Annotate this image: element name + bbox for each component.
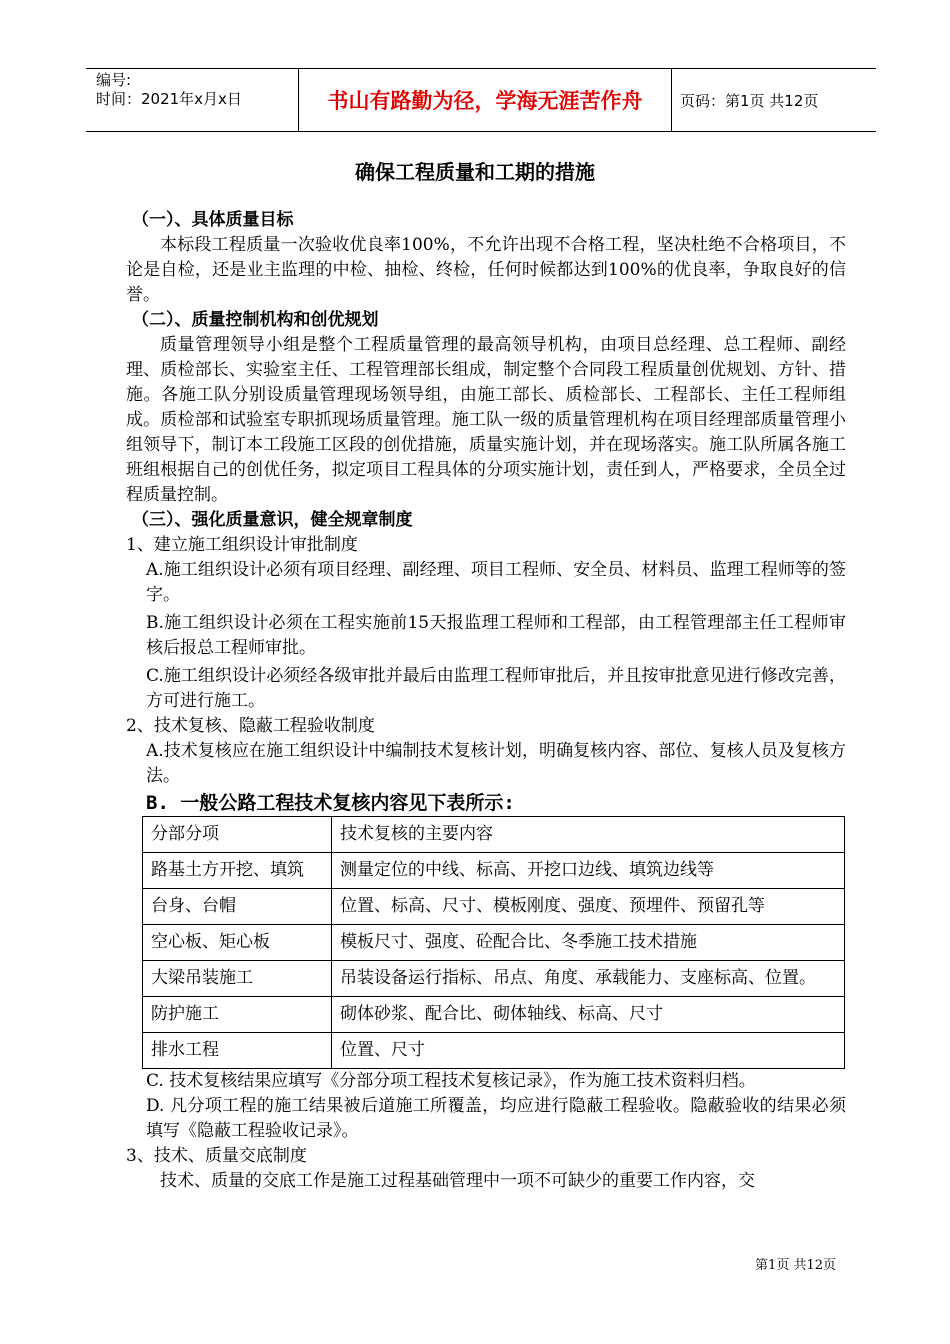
section-paragraph-1: 本标段工程质量一次验收优良率100%，不允许出现不合格工程，坚决杜绝不合格项目，不论是自检，还是业主监理的中检、抽检、终检，任何时候都达到100%的优良率，争取良好的信誉。 [126,235,846,305]
table-cell: 位置、标高、尺寸、模板刚度、强度、预埋件、预留孔等 [332,889,845,925]
item-1-a: A.施工组织设计必须有项目经理、副经理、项目工程师、安全员、材料员、监理工程师等的签字。 [146,560,846,605]
item-2-title: 2、技术复核、隐蔽工程验收制度 [126,716,375,736]
table-cell: 大梁吊装施工 [143,961,332,997]
document-body [126,208,846,1194]
document-time-label: 时间：2021年x月x日 [96,90,242,108]
table-row [143,1033,845,1069]
table-row [143,889,845,925]
section-paragraph-2: 质量管理领导小组是整个工程质量管理的最高领导机构，由项目总经理、总工程师、副经理、质检部长、实验室主任、工程管理部长组成，制定整个合同段工程质量创优规划、方针、措施。各施工队分别设质量管理现场领导组，由施工部长、质检部长、工程部长、主任工程师组成。质检部和试验室专职抓现场质量管理。施工队一级的质量管理机构在项目经理部质量管理小组领导下，制订本工段施工区段的创优措施，质量实施计划，并在现场落实。施工队所属各施工班组根据自己的创优任务，拟定项目工程具体的分项实施计划，责任到人，严格要求，全员全过程质量控制。 [126,335,846,505]
table-row [143,961,845,997]
table-row [143,925,845,961]
document-title: 确保工程质量和工期的措施 [355,160,595,184]
item-2-c: C. 技术复核结果应填写《分部分项工程技术复核记录》，作为施工技术资料归档。 [146,1071,756,1091]
table-cell: 砌体砂浆、配合比、砌体轴线、标高、尺寸 [332,997,845,1033]
table-header-row [143,817,845,853]
header-meta [86,69,299,131]
table-cell: 空心板、矩心板 [143,925,332,961]
table-cell: 测量定位的中线、标高、开挖口边线、填筑边线等 [332,853,845,889]
header-page-info: 页码：第1页 共12页 [680,91,819,110]
item-3-paragraph: 技术、质量的交底工作是施工过程基础管理中一项不可缺少的重要工作内容，交 [160,1171,755,1191]
table-cell: 防护施工 [143,997,332,1033]
item-2-a: A.技术复核应在施工组织设计中编制技术复核计划，明确复核内容、部位、复核人员及复核方法。 [146,741,846,786]
item-1-title: 1、建立施工组织设计审批制度 [126,535,358,555]
item-2-d: D. 凡分项工程的施工结果被后道施工所覆盖，均应进行隐蔽工程验收。隐蔽验收的结果必须填写《隐蔽工程验收记录》。 [146,1096,846,1141]
item-3-title: 3、技术、质量交底制度 [126,1146,307,1166]
table-cell: 吊装设备运行指标、吊点、角度、承载能力、支座标高、位置。 [332,961,845,997]
item-2-b-heading: B. 一般公路工程技术复核内容见下表所示: [146,792,515,814]
item-1-b: B.施工组织设计必须在工程实施前15天报监理工程师和工程部，由工程管理部主任工程师审核后报总工程师审批。 [146,613,846,658]
page-footer: 第1页 共12页 [755,1258,836,1273]
document-number-label: 编号: [96,71,132,89]
table-header-cell: 分部分项 [143,817,332,853]
table-header-cell: 技术复核的主要内容 [332,817,845,853]
page-header [86,68,876,132]
table-row [143,853,845,889]
technical-review-table [142,816,845,1069]
section-heading-3: （三）、强化质量意识，健全规章制度 [132,510,413,530]
table-row [143,997,845,1033]
section-heading-1: （一）、具体质量目标 [132,210,294,230]
table-cell: 路基土方开挖、填筑 [143,853,332,889]
table-cell: 位置、尺寸 [332,1033,845,1069]
header-motto: 书山有路勤为径，学海无涯苦作舟 [299,69,672,131]
item-1-c: C.施工组织设计必须经各级审批并最后由监理工程师审批后，并且按审批意见进行修改完善，方可进行施工。 [146,666,846,711]
table-cell: 模板尺寸、强度、砼配合比、冬季施工技术措施 [332,925,845,961]
table-cell: 台身、台帽 [143,889,332,925]
section-heading-2: （二）、质量控制机构和创优规划 [132,310,379,330]
table-cell: 排水工程 [143,1033,332,1069]
